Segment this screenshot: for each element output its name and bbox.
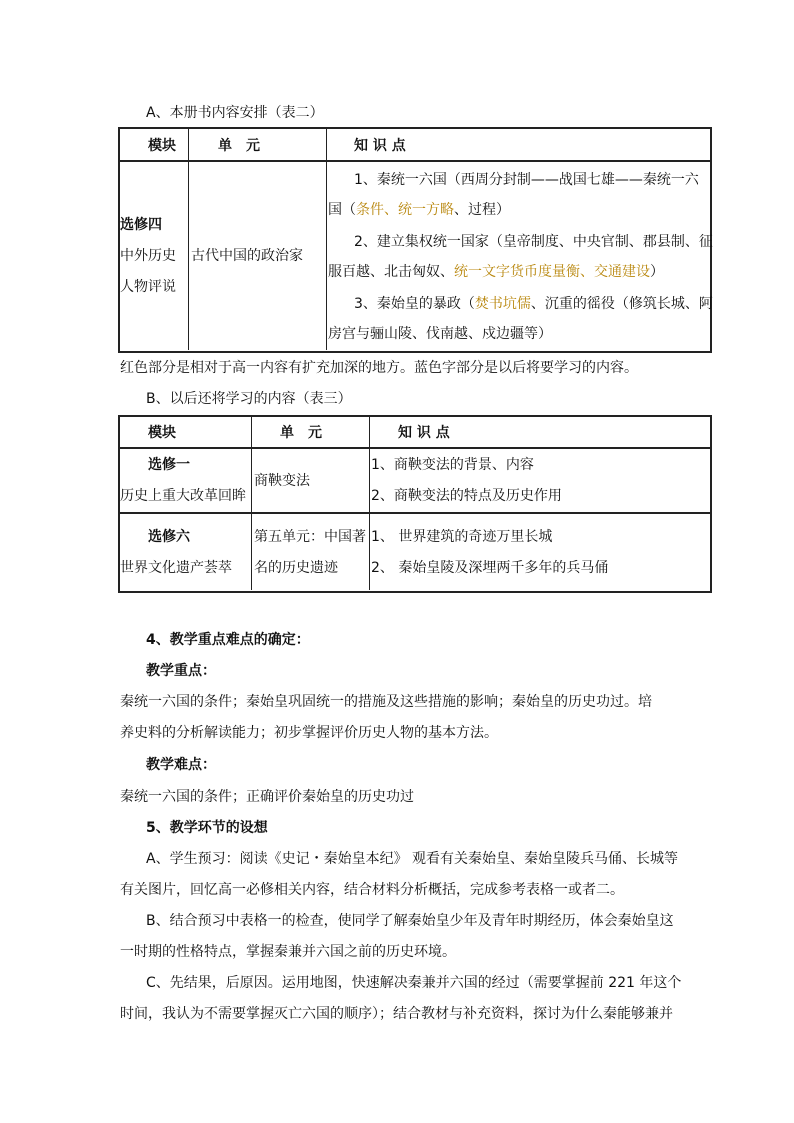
table2-header-unit: 单 元: [218, 138, 260, 154]
table3-row2-module-sub: 世界文化遗产荟萃: [120, 560, 232, 576]
section5-b-line1: B、结合预习中表格一的检查，使同学了解秦始皇少年及青年时期经历，体会秦始皇这: [146, 913, 674, 929]
table2-knowledge-2-line1: 2、建立集权统一国家（皇帝制度、中央官制、郡县制、征: [354, 234, 713, 250]
table3-row2-unit-line2: 名的历史遗迹: [254, 560, 338, 576]
table3-row1-knowledge-2: 2、商鞅变法的特点及历史作用: [371, 488, 562, 504]
section5-a-line1: A、学生预习：阅读《史记・秦始皇本纪》 观看有关秦始皇、秦始皇陵兵马俑、长城等: [146, 851, 679, 867]
table2-col-divider-2: [326, 128, 327, 350]
key-points-line2: 养史料的分析解读能力；初步掌握评价历史人物的基本方法。: [120, 725, 498, 741]
table3-row2-module-title: 选修六: [148, 529, 190, 545]
text: 服百越、北击匈奴、: [328, 264, 454, 280]
table2-knowledge-3-line2: 房宫与骊山陵、伐南越、戍边疆等）: [328, 326, 552, 342]
table2-module-title: 选修四: [120, 217, 162, 233]
table2-header-divider: [118, 160, 710, 162]
table2-knowledge-1-line1: 1、秦统一六国（西周分封制——战国七雄——秦统一六: [354, 172, 699, 188]
highlight-text: 统一文字货币度量衡、交通建设: [454, 264, 650, 280]
table2-unit: 古代中国的政治家: [191, 248, 303, 264]
table3-header-divider: [118, 447, 710, 449]
highlight-text: 焚书坑儒: [474, 296, 531, 312]
table3-col-divider-2: [369, 416, 370, 590]
table2-module-sub2: 人物评说: [120, 279, 176, 295]
table3-row1-unit: 商鞅变法: [254, 473, 310, 489]
table2-header-knowledge: 知 识 点: [354, 138, 406, 154]
table3-caption: B、以后还将学习的内容（表三）: [146, 391, 352, 407]
table2-module-sub1: 中外历史: [120, 248, 176, 264]
highlight-text: 条件、统一方略: [356, 202, 454, 218]
table3-row1-module-sub: 历史上重大改革回眸: [120, 488, 246, 504]
table2-knowledge-1-line2: [328, 200, 510, 220]
text: ）: [650, 264, 664, 280]
table3-header-module: 模块: [148, 425, 176, 441]
table3-row1-knowledge-1: 1、商鞅变法的背景、内容: [371, 457, 534, 473]
section5-c-line1: C、先结果，后原因。运用地图，快速解决秦兼并六国的经过（需要掌握前 221 年这个: [146, 975, 682, 991]
section5-a-line2: 有关图片，回忆高一必修相关内容，结合材料分析概括，完成参考表格一或者二。: [120, 882, 624, 898]
text: 、过程）: [454, 202, 510, 218]
table2-knowledge-3-line1: [354, 294, 713, 314]
table2-header-module: 模块: [148, 138, 176, 154]
section5-title: 5、教学环节的设想: [146, 820, 268, 836]
table2-col-divider-1: [188, 128, 189, 350]
text: 国（: [328, 202, 356, 218]
table3-header-knowledge: 知 识 点: [398, 425, 450, 441]
table3-row2-knowledge-1: 1、 世界建筑的奇迹万里长城: [371, 529, 553, 545]
table3-row2-knowledge-2: 2、 秦始皇陵及深埋两千多年的兵马俑: [371, 560, 609, 576]
section4-title: 4、教学重点难点的确定：: [146, 632, 310, 648]
section5-c-line2: 时间，我认为不需要掌握灭亡六国的顺序）；结合教材与补充资料，探讨为什么秦能够兼并: [120, 1006, 673, 1022]
table3-col-divider-1: [251, 416, 252, 590]
table2-knowledge-2-line2: [328, 262, 664, 282]
table3-row2-unit-line1: 第五单元：中国著: [254, 529, 366, 545]
difficult-points-line1: 秦统一六国的条件；正确评价秦始皇的历史功过: [120, 789, 414, 805]
table3-row1-module-title: 选修一: [148, 457, 190, 473]
table2-caption: A、本册书内容安排（表二）: [146, 105, 324, 121]
table3-header-unit: 单 元: [280, 425, 322, 441]
section5-b-line2: 一时期的性格特点，掌握秦兼并六国之前的历史环境。: [120, 944, 456, 960]
color-note: 红色部分是相对于高一内容有扩充加深的地方。蓝色字部分是以后将要学习的内容。: [120, 360, 638, 376]
table3-row-divider: [118, 512, 710, 514]
difficult-points-label: 教学难点：: [146, 757, 216, 773]
key-points-label: 教学重点：: [146, 663, 216, 679]
key-points-line1: 秦统一六国的条件；秦始皇巩固统一的措施及这些措施的影响；秦始皇的历史功过。培: [120, 694, 652, 710]
text: 、沉重的徭役（修筑长城、阿: [530, 296, 713, 312]
text: 3、秦始皇的暴政（: [354, 296, 475, 312]
